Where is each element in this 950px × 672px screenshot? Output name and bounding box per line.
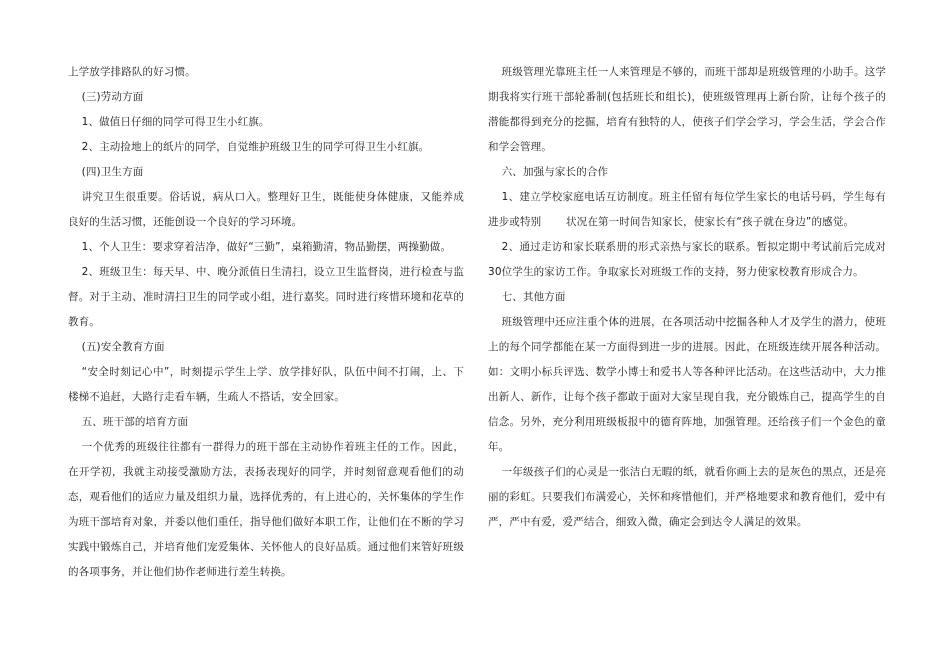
- paragraph: 讲究卫生很重要。俗话说，病从口入。整理好卫生，既能使身体健康，又能养成良好的生活习惯，还能创设一个良好的学习环境。: [68, 191, 464, 228]
- section-heading: (四)卫生方面: [81, 166, 144, 178]
- paragraph: 2、班级卫生：每天早、中、晚分派值日生清扫，设立卫生监督岗，进行检查与监督。对于主动、准时清扫卫生的同学或小组，进行嘉奖。同时进行疼惜环境和花草的教育。: [68, 266, 464, 328]
- paragraph: 一个优秀的班级往往都有一群得力的班干部在主动协作着班主任的工作。因此，在开学初，我就主动接受激励方法，表扬表现好的同学，并时刻留意观看他们的动态，观看他们的适应力量及组织力量，选择优秀的，有上进心的，关怀集体的学生作为班干部培育对象，并委以他们重任，指导他们做好本职工作，让他们在不断的学习实践中锻炼自己，并培育他们宠爱集体、关怀他人的良好品质。通过他们来管好班级的各项事务，并让他们协作老师进行差生转换。: [68, 441, 464, 578]
- paragraph: 1、做值日仔细的同学可得卫生小红旗。: [81, 116, 270, 128]
- paragraph: 2、主动捡地上的纸片的同学，自觉维护班级卫生的同学可得卫生小红旗。: [81, 141, 430, 153]
- section-heading: 五、班干部的培育方面: [81, 416, 189, 428]
- paragraph: 1、建立学校家庭电话互访制度。班主任留有每位学生家长的电话号码，学生每有进步或特别 状况在第一时间告知家长，使家长有“孩子就在身边”的感觉。: [488, 191, 886, 228]
- paragraph: 一年级孩子们的心灵是一张洁白无暇的纸，就看你画上去的是灰色的黑点，还是亮丽的彩虹。只要我们布满爱心，关怀和疼惜他们，并严格地要求和教育他们，爱中有严，严中有爱，爱严结合，细致入微，确定会到达令人满足的效果。: [488, 466, 886, 528]
- right-column: [488, 60, 886, 535]
- paragraph: 班级管理光靠班主任一人来管理是不够的，而班干部却是班级管理的小助手。这学期我将实行班干部轮番制(包括班长和组长)，使班级管理再上新台阶，让每个孩子的潜能都得到充分的挖掘，培育有独特的人，使孩子们学会学习，学会生活，学会合作和学会管理。: [488, 66, 886, 153]
- section-heading: (五)安全教育方面: [81, 341, 165, 353]
- paragraph: “安全时刻记心中”，时刻提示学生上学、放学排好队，队伍中间不打闹，上、下楼梯不追赶，大路行走看车辆，生疏人不搭话，安全回家。: [68, 366, 464, 403]
- paragraph: 1、个人卫生：要求穿着洁净，做好“三勤”，桌箱勤清，物品勤摆，两操勤做。: [81, 241, 452, 253]
- paragraph: 上学放学排路队的好习惯。: [68, 66, 196, 78]
- left-column: [68, 60, 464, 585]
- paragraph: 班级管理中还应注重个体的进展，在各项活动中挖掘各种人才及学生的潜力，使班上的每个同学都能在某一方面得到进一步的进展。因此，在班级连续开展各种活动。如：文明小标兵评选、数学小博士和爱书人等各种评比活动。在这些活动中，大力推出新人、新作，让每个孩子都敢于面对大家呈现自我，充分锻炼自己，提高学生的自信念。另外，充分利用班级板报中的德育阵地，加强管理。还给孩子们一个金色的童年。: [488, 316, 886, 453]
- section-heading: (三)劳动方面: [81, 91, 144, 103]
- paragraph: 2、通过走访和家长联系册的形式亲热与家长的联系。暂拟定期中考试前后完成对30位学生的家访工作。争取家长对班级工作的支持，努力使家校教育形成合力。: [488, 241, 886, 278]
- section-heading: 七、其他方面: [501, 291, 566, 303]
- section-heading: 六、加强与家长的合作: [501, 166, 609, 178]
